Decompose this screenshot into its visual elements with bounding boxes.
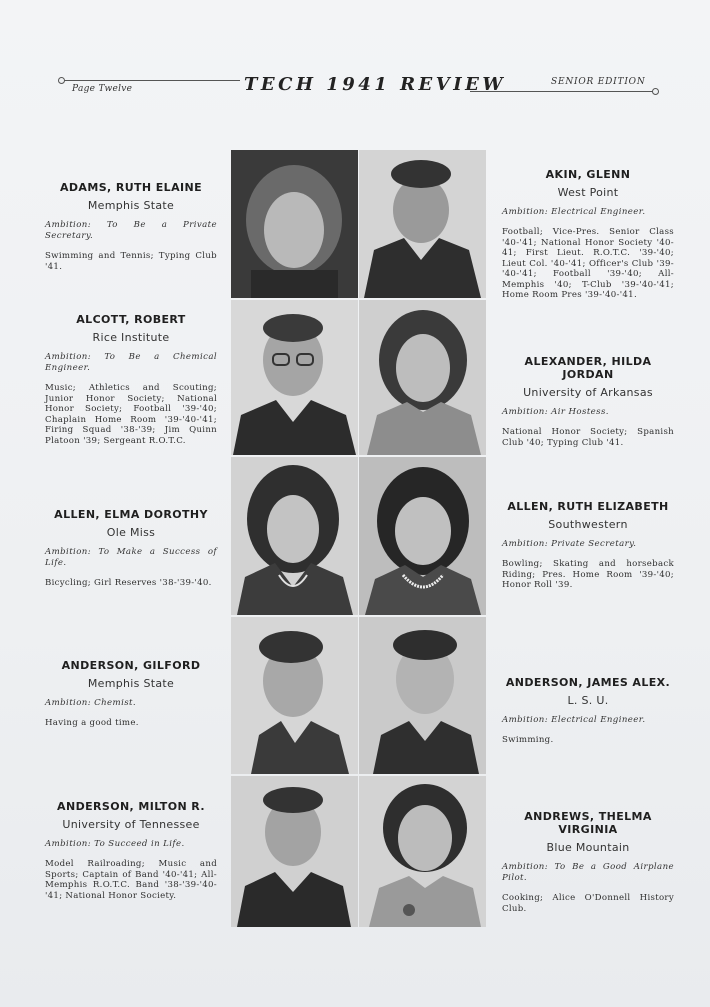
student-ambition: Ambition: To Be a Private Secretary. bbox=[45, 220, 217, 241]
student-entry-andrews bbox=[502, 810, 674, 914]
student-college: University of Tennessee bbox=[62, 818, 200, 831]
student-college: L. S. U. bbox=[567, 694, 609, 707]
student-ambition: Ambition: Air Hostess. bbox=[502, 407, 609, 417]
student-activities: Swimming. bbox=[502, 735, 554, 745]
student-ambition: Ambition: To Be a Good Airplane Pilot. bbox=[502, 862, 674, 883]
portrait-anderson-gilford bbox=[231, 617, 358, 774]
student-college: Memphis State bbox=[87, 677, 175, 690]
portrait-andrews bbox=[359, 776, 486, 927]
student-name: ALEXANDER, HILDA JORDAN bbox=[524, 355, 652, 381]
student-entry-alexander bbox=[502, 355, 674, 448]
header-right-ornament bbox=[652, 88, 659, 95]
student-activities: Model Railroading; Music and Sports; Captain of Band '40-'41; All-Memphis R.O.T.C. Band '38-'39-'40-'41; National Honor Society. bbox=[45, 859, 217, 901]
student-college: Memphis State bbox=[87, 199, 175, 212]
student-college: Southwestern bbox=[548, 518, 628, 531]
student-college: Blue Mountain bbox=[546, 841, 630, 854]
student-activities: Cooking; Alice O'Donnell History Club. bbox=[502, 893, 674, 914]
header-left-rule bbox=[64, 80, 240, 81]
portrait-allen-elma bbox=[231, 457, 358, 615]
student-name: ALLEN, RUTH ELIZABETH bbox=[507, 500, 669, 513]
student-name: ANDERSON, JAMES ALEX. bbox=[505, 676, 671, 689]
portrait-alexander bbox=[359, 300, 486, 455]
student-activities: Bicycling; Girl Reserves '38-'39-'40. bbox=[45, 578, 212, 588]
student-activities: National Honor Society; Spanish Club '40; Typing Club '41. bbox=[502, 427, 674, 448]
student-name: ALCOTT, ROBERT bbox=[76, 313, 186, 326]
student-ambition: Ambition: Private Secretary. bbox=[502, 539, 637, 549]
student-college: West Point bbox=[557, 186, 619, 199]
student-entry-anderson-james bbox=[502, 676, 674, 746]
portrait-anderson-james bbox=[359, 617, 486, 774]
student-name: ALLEN, ELMA DOROTHY bbox=[54, 508, 208, 521]
student-entry-adams bbox=[45, 181, 217, 272]
student-entry-allen-elma bbox=[45, 508, 217, 589]
portrait-allen-ruth bbox=[359, 457, 486, 615]
student-name: ANDERSON, MILTON R. bbox=[57, 800, 205, 813]
portrait-anderson-milton bbox=[231, 776, 358, 927]
portrait-adams bbox=[231, 150, 358, 298]
student-activities: Bowling; Skating and horseback Riding; Pres. Home Room '39-'40; Honor Roll '39. bbox=[502, 559, 674, 590]
page-number-label: Page Twelve bbox=[72, 84, 133, 94]
student-activities: Having a good time. bbox=[45, 718, 139, 728]
student-ambition: Ambition: To Be a Chemical Engineer. bbox=[45, 352, 217, 373]
student-name: ANDERSON, GILFORD bbox=[61, 659, 201, 672]
student-name: ANDREWS, THELMA VIRGINIA bbox=[524, 810, 652, 836]
student-name: ADAMS, RUTH ELAINE bbox=[59, 181, 203, 194]
student-college: University of Arkansas bbox=[523, 386, 653, 399]
student-entry-allen-ruth bbox=[502, 500, 674, 591]
student-college: Rice Institute bbox=[92, 331, 170, 344]
edition-label: SENIOR EDITION bbox=[551, 77, 646, 87]
student-ambition: Ambition: Electrical Engineer. bbox=[502, 715, 646, 725]
student-activities: Swimming and Tennis; Typing Club '41. bbox=[45, 251, 217, 272]
student-entry-anderson-gilford bbox=[45, 659, 217, 729]
student-ambition: Ambition: Electrical Engineer. bbox=[502, 207, 646, 217]
student-ambition: Ambition: Chemist. bbox=[45, 698, 137, 708]
page-title: TECH 1941 REVIEW bbox=[244, 74, 507, 95]
student-ambition: Ambition: To Succeed in Life. bbox=[45, 839, 185, 849]
student-activities: Football; Vice-Pres. Senior Class '40-'41; National Honor Society '40-41; First Lieut. R.O.T.C. '39-'40; Lieut Col. '40-'41; Officer's Club '39-'40-'41; Football '39-'40; All-Memphis '40; T-Club '39-'40-'41; Home Room Pres '39-'40-'41. bbox=[502, 227, 674, 300]
student-activities: Music; Athletics and Scouting; Junior Honor Society; National Honor Society; Football '39-'40; Chaplain Home Room '39-'40-'41; Firing Squad '38-'39; Jim Quinn Platoon '39; Sergeant R.O.T.C. bbox=[45, 383, 217, 446]
student-entry-anderson-milton bbox=[45, 800, 217, 901]
student-name: AKIN, GLENN bbox=[545, 168, 631, 181]
student-entry-alcott bbox=[45, 313, 217, 446]
portrait-alcott bbox=[231, 300, 358, 455]
student-entry-akin bbox=[502, 168, 674, 301]
portrait-akin bbox=[359, 150, 486, 298]
student-ambition: Ambition: To Make a Success of Life. bbox=[45, 547, 217, 568]
student-college: Ole Miss bbox=[106, 526, 156, 539]
